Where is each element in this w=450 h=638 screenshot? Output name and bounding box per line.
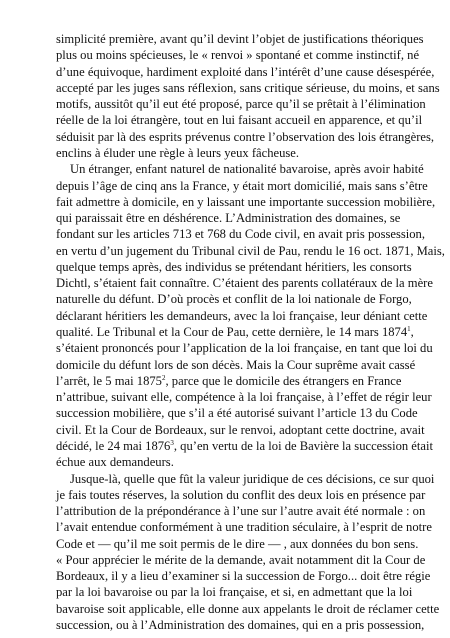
text-line: séduisit par là des esprits prévenus contre l’observation des lois étrangères, xyxy=(56,129,435,144)
text-line: Bordeaux, il y a lieu d’examiner si la succession de Forgo... doit être régie xyxy=(56,569,431,584)
text-line: quelque temps après, des individus se prétendant héritiers, les consorts xyxy=(56,259,412,274)
text-line: fait admettre à domicile, en y laissant une importante succession mobilière, xyxy=(56,194,436,209)
text-line: enclins à éluder une règle à leurs yeux fâcheuse. xyxy=(56,145,300,160)
footnote-ref[interactable]: 1 xyxy=(407,324,411,333)
text-line: « Pour apprécier le mérite de la demande, avait notamment dit la Cour de xyxy=(56,552,426,567)
text-line: fondant sur les articles 713 et 768 du Code civil, en avait pris possession, xyxy=(56,227,426,242)
paragraph-start-line: Jusque-là, quelle que fût la valeur juridique de ces décisions, ce sur quoi xyxy=(70,471,435,486)
text-line: qualité. Le Tribunal et la Cour de Pau, cette dernière, le 14 mars 1874$^1$, xyxy=(56,324,414,339)
text-line: naturelle du défunt. D’où procès et conflit de la loi nationale de Forgo, xyxy=(56,292,412,307)
footnote-ref[interactable]: 2 xyxy=(161,373,166,382)
text-line: motifs, aussitôt qu’il eut été proposé, parce qu’il se prêtait à l’élimination xyxy=(56,97,426,112)
text-line: qui paraissait être en déshérence. L’Administration des domaines, se xyxy=(56,211,401,226)
footnote-ref[interactable]: 3 xyxy=(170,438,174,447)
text-line: n’attribue, suivant elle, compétence à la loi française, à l’effet de régir leur xyxy=(56,390,432,405)
text-line: succession mobilière, que s’il a été autorisé suivant l’article 13 du Code xyxy=(56,406,418,421)
text-line: par la loi bavaroise ou par la loi française, et si, en admettant que la loi xyxy=(56,585,413,600)
text-line: en vertu d’un jugement du Tribunal civil de Pau, rendu le 16 oct. 1871, Mais, xyxy=(56,243,445,258)
text-line: accepté par les juges sans réflexion, sans critique sérieuse, du moins, et sans xyxy=(56,80,440,95)
text-line: Code et — qu’il me soit permis de le dire — , aux données du bon sens. xyxy=(56,536,419,551)
text-line: échue aux demandeurs. xyxy=(56,455,174,470)
text-line: décidé, le 24 mai 1876$^3$, qu’en vertu de la loi de Bavière la succession était xyxy=(56,438,433,453)
text-line: domicile du défunt lors de son décès. Mais la Cour suprême avait cassé xyxy=(56,357,416,372)
text-line: l’attribution de la prépondérance à l’une sur l’autre avait été normale : on xyxy=(56,504,426,519)
text-line: déclarant héritiers les demandeurs, avec la loi française, leur déniant cette xyxy=(56,308,428,323)
text-line: Dichtl, s’étaient fait connaître. C’étaient des parents collatéraux de la mère xyxy=(56,276,433,291)
text-line: s’étaient prononcés pour l’application de la loi française, en tant que loi du xyxy=(56,341,433,356)
text-line: bavaroise soit applicable, elle donne aux appelants le droit de réclamer cette xyxy=(56,601,440,616)
text-line: plus ou moins spécieuses, le « renvoi » spontané et comme instinctif, né xyxy=(56,48,420,63)
text-line: je fais toutes réserves, la solution du conflit des deux lois en présence par xyxy=(56,487,426,502)
text-line: réelle de la loi étrangère, tout en lui faisant accueil en apparence, et qu’il xyxy=(56,113,423,128)
text-line: succession, ou à l’Administration des domaines, qui en a pris possession, xyxy=(56,618,425,632)
text-line: simplicité première, avant qu’il devint l’objet de justifications théoriques xyxy=(56,32,424,46)
text-line: d’une équivoque, hardiment exploité dans l’intérêt d’une cause désespérée, xyxy=(56,64,435,79)
text-line: l’arrêt, le 5 mai 1875$^2$, parce que le domicile des étrangers en France xyxy=(56,373,402,388)
text-line: l’avait entendue conformément à une tradition séculaire, à l’esprit de notre xyxy=(56,520,432,535)
text-line: depuis l’âge de cinq ans la France, y était mort domicilié, mais sans s’être xyxy=(56,178,428,193)
paragraph-start-line: Un étranger, enfant naturel de nationalité bavaroise, après avoir habité xyxy=(70,162,424,177)
text-line: civil. Et la Cour de Bordeaux, sur le renvoi, adoptant cette doctrine, avait xyxy=(56,422,425,437)
